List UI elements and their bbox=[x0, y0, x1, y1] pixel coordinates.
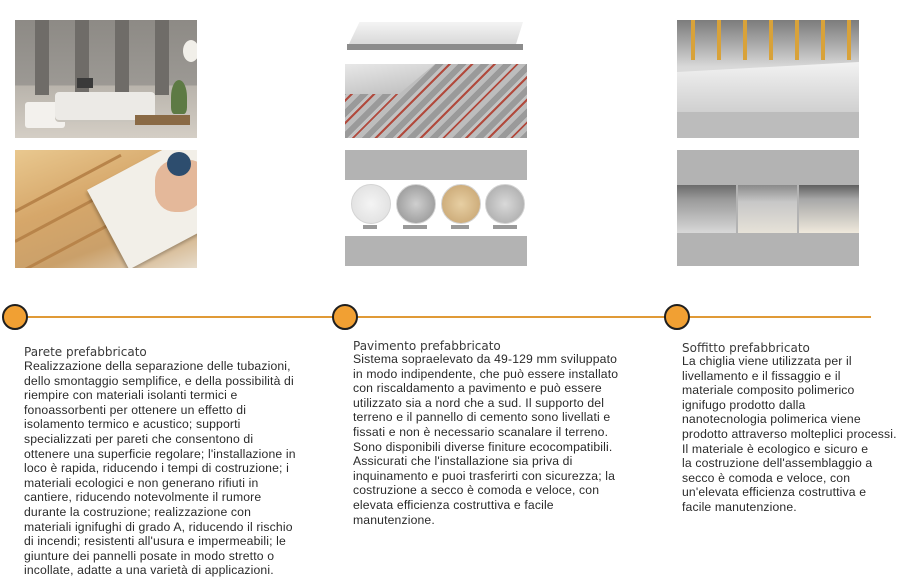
text-line: la costruzione dell'assemblaggio a bbox=[682, 456, 873, 471]
text-line: inquinamento e puoi trasferirti con sicurezza; la bbox=[353, 468, 616, 483]
underfloor-heating-photo bbox=[345, 64, 527, 138]
text-line: con riscaldamento a pavimento e può essere bbox=[353, 381, 602, 396]
text-line: manutenzione. bbox=[353, 512, 435, 527]
text-line: Realizzazione della separazione delle tubazioni, bbox=[24, 359, 291, 373]
ceiling-installation-photo bbox=[677, 20, 859, 138]
text-line: fonoassorbenti per ottenere un effetto di bbox=[24, 402, 247, 417]
text-line: fissati e non è necessario scanalare il terreno. bbox=[353, 424, 609, 439]
living-room-wall-photo bbox=[15, 20, 197, 138]
text-line: Il materiale è ecologico e sicuro e bbox=[682, 441, 869, 456]
text-line: cantiere, riducendo notevolmente il rumore bbox=[24, 490, 262, 505]
text-line: Sistema sopraelevato da 49-129 mm sviluppato bbox=[353, 352, 618, 366]
text-line: materiale composito polimerico bbox=[682, 383, 855, 398]
text-line: materiali ecologici e non generano rifiuti in bbox=[24, 475, 259, 490]
text-line: loco è rapida, riducendo i tempi di costruzione; i bbox=[24, 461, 289, 476]
body-parete bbox=[24, 359, 296, 578]
text-line: elevata efficienza costruttiva e facile bbox=[353, 497, 554, 512]
body-soffitto bbox=[682, 354, 897, 515]
ceiling-stage-2 bbox=[738, 185, 797, 233]
text-line: dello smontaggio semplifice, e della possibilità di bbox=[24, 373, 294, 388]
text-line: Sono disponibili diverse finiture ecocompatibili. bbox=[353, 439, 613, 454]
text-line: in modo indipendente, che può essere installato bbox=[353, 366, 619, 381]
ceiling-stages-strip bbox=[677, 150, 859, 266]
text-line: utilizzato sia a nord che a sud. Il supporto del bbox=[353, 395, 605, 410]
text-line: di incendi; resistenti all'usura e impermeabili; le bbox=[24, 534, 286, 549]
floor-panel-photo bbox=[345, 18, 527, 54]
body-pavimento bbox=[353, 352, 618, 527]
text-line: incollate, adatte a una varietà di applicazioni. bbox=[24, 563, 274, 578]
text-line: secco è comoda e veloce, con bbox=[682, 470, 851, 485]
text-line: nanotecnologia polimerica viene bbox=[682, 412, 861, 427]
ceiling-stage-1 bbox=[677, 185, 736, 233]
text-line: Assicurati che l'installazione sia priva di bbox=[353, 454, 573, 469]
heading-soffitto: Soffitto prefabbricato bbox=[682, 341, 810, 355]
text-line: ignifugo prodotto dalla bbox=[682, 397, 806, 412]
timeline-dot-2 bbox=[332, 304, 358, 330]
text-line: giunture dei pannelli posate in modo stretto o bbox=[24, 548, 275, 563]
timeline-line bbox=[15, 316, 871, 318]
heading-pavimento: Pavimento prefabbricato bbox=[353, 339, 501, 353]
finish-circle-4 bbox=[485, 184, 525, 224]
heading-parete: Parete prefabbricato bbox=[24, 345, 147, 359]
text-line: specializzati per pareti che consentono di bbox=[24, 431, 254, 446]
ceiling-stage-3 bbox=[799, 185, 859, 233]
text-line: prodotto attraverso molteplici processi. bbox=[682, 426, 897, 441]
timeline-dot-1 bbox=[2, 304, 28, 330]
text-line: La chiglia viene utilizzata per il bbox=[682, 354, 852, 368]
timeline-dot-3 bbox=[664, 304, 690, 330]
text-line: ottenere una superficie regolare; l'installazione in bbox=[24, 446, 296, 461]
text-line: riempire con materiali isolanti termici e bbox=[24, 388, 238, 403]
text-line: durante la costruzione; realizzazione con bbox=[24, 504, 252, 519]
text-line: un'elevata efficienza costruttiva e bbox=[682, 485, 867, 500]
text-line: facile manutenzione. bbox=[682, 499, 797, 514]
finish-circle-2 bbox=[396, 184, 436, 224]
text-line: livellamento e il fissaggio e il bbox=[682, 368, 841, 383]
floor-finishes-strip bbox=[345, 150, 527, 266]
wood-panel-installation-photo bbox=[15, 150, 197, 268]
text-line: costruzione a secco è comoda e veloce, con bbox=[353, 483, 600, 498]
text-line: materiali ignifughi di grado A, riducendo il rischio bbox=[24, 519, 293, 534]
finish-circle-1 bbox=[351, 184, 391, 224]
text-line: terreno e il pannello di cemento sono livellati e bbox=[353, 410, 611, 425]
text-line: isolamento termico e acustico; supporti bbox=[24, 417, 241, 432]
finish-circle-3 bbox=[441, 184, 481, 224]
